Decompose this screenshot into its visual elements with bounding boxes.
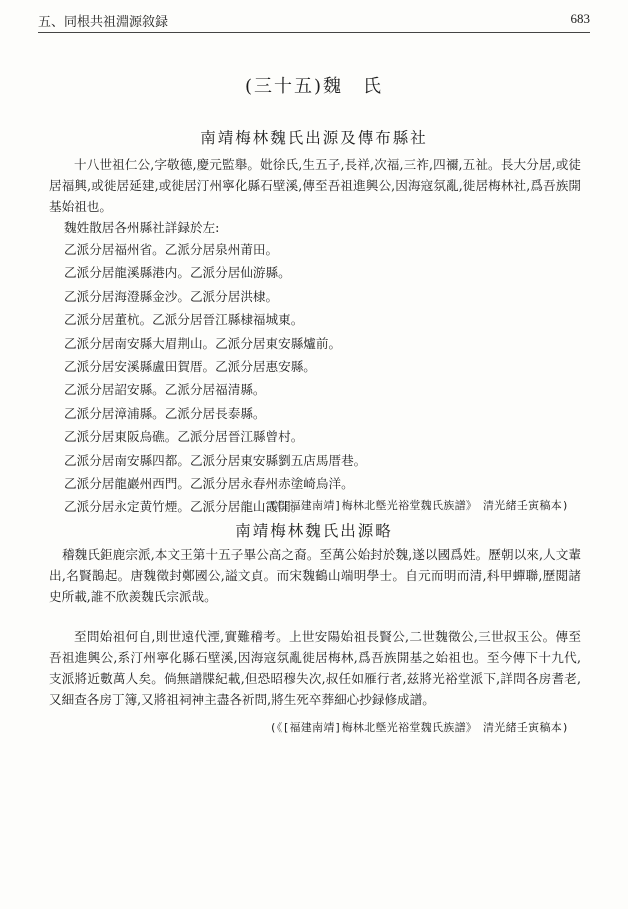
list-item: 乙派分居漳浦縣。乙派分居長泰縣。 xyxy=(64,405,266,421)
branch-settlement-list xyxy=(64,238,366,519)
list-item: 乙派分居龍巖州西門。乙派分居永春州赤塗崎烏洋。 xyxy=(64,475,354,491)
list-item: 乙派分居福州省。乙派分居泉州莆田。 xyxy=(64,242,279,257)
list-item: 乙派分居龍溪縣港内。乙派分居仙游縣。 xyxy=(64,265,291,281)
list-item: 乙派分居海澄縣金沙。乙派分居洪棣。 xyxy=(64,288,279,304)
article1-source-citation: (《[福建南靖]梅林北墍光裕堂魏氏族譜》 清光緒壬寅稿本) xyxy=(269,499,569,512)
article2-paragraph-1: 稽魏氏鉅鹿宗派,本文王第十五子畢公高之裔。至萬公始封於魏,遂以國爲姓。歷朝以來,人文輩出,名賢鵲起。唐魏徵封鄭國公,謚文貞。而宋魏鶴山端明學士。自元而明而清,科甲蟬聯,歷閲諸史所載,誰不欣羨魏氏宗派哉。 xyxy=(49,547,581,604)
list-item: 乙派分居安溪縣盧田賀厝。乙派分居惠安縣。 xyxy=(64,358,316,374)
article1-paragraph-2: 魏姓散居各州縣社詳録於左: xyxy=(64,220,220,235)
list-item: 乙派分居南安縣大眉荆山。乙派分居東安縣爐前。 xyxy=(64,335,342,351)
page-header xyxy=(38,0,590,30)
article2-paragraph-2: 至問始祖何自,則世遠代湮,實難稽考。上世安陽始祖長賢公,二世魏徵公,三世叔玉公。傳至吾祖進興公,系汀州寧化縣石壁溪,因海寇氛亂徙居梅林,爲吾族開基之始祖也。至今傳下十九代,支派將近數萬人矣。倘無譜牒紀載,但恐昭穆失次,叔任如雁行者,兹將光裕堂派下,詳問各房耆老,又細查各房丁簿,又將祖祠神主盡各祈問,將生死卒葬細心抄録修成譜。 xyxy=(49,629,581,707)
header-rule xyxy=(38,32,590,33)
list-item: 乙派分居東阪烏礁。乙派分居晉江縣曾村。 xyxy=(64,429,304,445)
article-title-origin-distribution: 南靖梅林魏氏出源及傳布縣社 xyxy=(200,129,428,147)
section-title: (三十五)魏 氏 xyxy=(244,76,384,97)
list-item: 乙派分居永定黄竹煙。乙派分居龍山霞開。 xyxy=(64,499,304,515)
article1-paragraph-1: 十八世祖仁公,字敬德,慶元監舉。妣徐氏,生五子,長祥,次福,三祚,四禰,五祉。長大分居,或徒居福興,或徙居延建,或徙居汀州寧化縣石壁溪,傳至吾祖進興公,因海寇氛亂,徙居梅林社,爲吾族開基始祖也。 xyxy=(49,157,581,214)
list-item: 乙派分居董杭。乙派分居晉江縣棣福城東。 xyxy=(64,312,304,328)
list-item: 乙派分居詔安縣。乙派分居福清縣。 xyxy=(64,382,266,398)
article-title-origin-summary: 南靖梅林魏氏出源略 xyxy=(235,522,393,540)
list-item: 乙派分居南安縣四都。乙派分居東安縣劉五店馬厝巷。 xyxy=(64,452,367,468)
page-number: 683 xyxy=(570,11,590,26)
running-header-chapter: 五、同根共祖淵源敘録 xyxy=(38,15,169,30)
article2-source-citation: (《[福建南靖]梅林北墍光裕堂魏氏族譜》 清光緒壬寅稿本) xyxy=(269,721,569,734)
